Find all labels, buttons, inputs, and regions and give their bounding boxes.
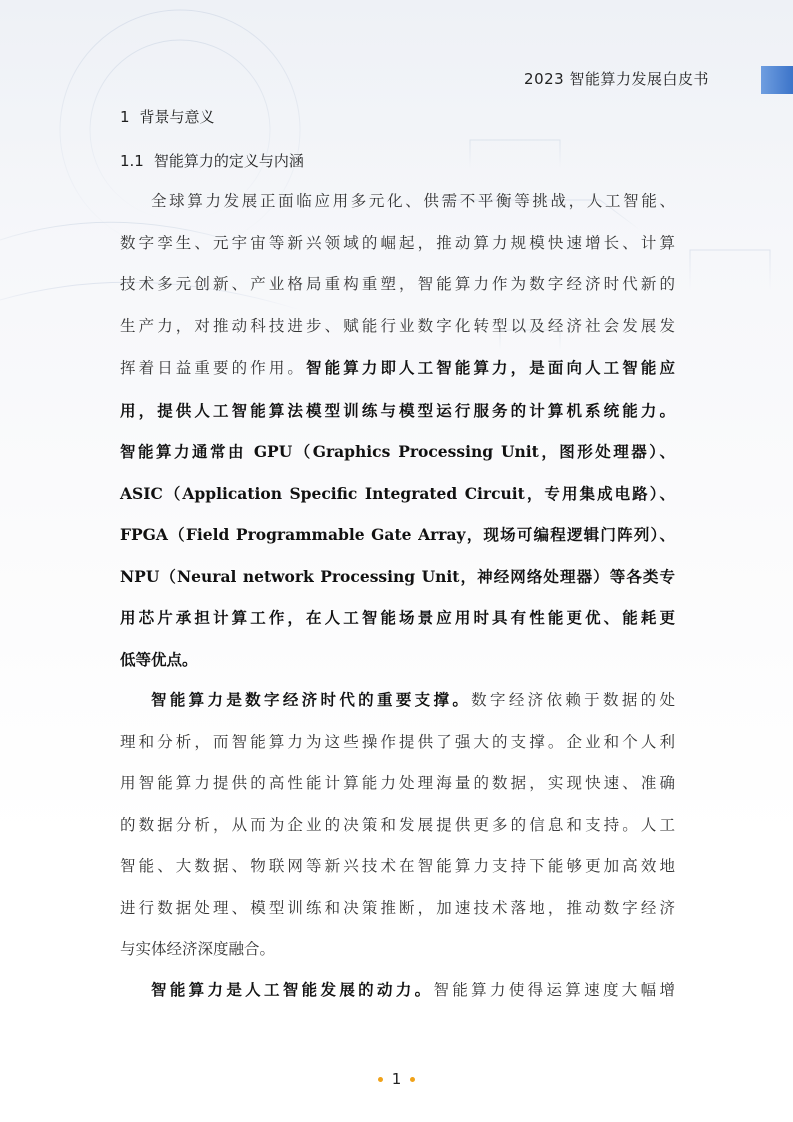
subsection-title: 智能算力的定义与内涵 [153,152,304,170]
header-accent-tab [761,66,793,94]
text-line: 理和分析，而智能算力为这些操作提供了强大的支撑。企业和个人利 [120,732,675,751]
page-number-footer [0,1070,793,1088]
bold-text-line: 用芯片承担计算工作，在人工智能场景应用时具有性能更优、能耗更 [120,608,675,627]
text-line: 用智能算力提供的高性能计算能力处理海量的数据，实现快速、准确 [120,774,675,792]
text-segment: 智能算力使得运算速度大幅增 [433,981,675,999]
paragraph-digital-economy [120,679,675,971]
bold-text-segment: 智能算力即人工智能算力，是面向人工智能应 [306,358,675,377]
bold-text-line: 用，提供人工智能算法模型训练与模型运行服务的计算机系统能力。 [120,400,675,420]
text-line: 的数据分析，从而为企业的决策和发展提供更多的信息和支持。人工 [120,815,675,834]
text-line [120,679,675,722]
bold-text-line: ASIC（Application Specific Integrated Circuit，专用集成电路）、 [120,483,675,503]
page-number: 1 [391,1070,402,1088]
footer-dot-right [410,1077,415,1082]
text-line [120,347,675,390]
footer-dot-left [378,1077,383,1082]
text-line: 技术多元创新、产业格局重构重塑，智能算力作为数字经济时代新的 [120,275,675,293]
subsection-number: 1.1 [120,152,144,170]
bold-text-line: FPGA（Field Programmable Gate Array，现场可编程逻辑门阵列）、 [120,525,675,544]
text-line: 生产力，对推动科技进步、赋能行业数字化转型以及经济社会发展发 [120,316,675,335]
bold-lead-text: 智能算力是人工智能发展的动力。 [151,980,434,999]
text-line: 数字孪生、元宇宙等新兴领域的崛起，推动算力规模快速增长、计算 [120,233,675,252]
bold-text-line: 智能算力通常由 GPU（Graphics Processing Unit，图形处理器）、 [120,442,675,461]
bold-text-line: NPU（Neural network Processing Unit，神经网络处理器）等各类专 [120,566,675,586]
text-line [120,969,675,1012]
section-heading [120,106,215,127]
section-number: 1 [120,108,130,126]
text-line: 智能、大数据、物联网等新兴技术在智能算力支持下能够更加高效地 [120,857,675,875]
text-segment: 数字经济依赖于数据的处 [471,691,675,709]
text-line: 全球算力发展正面临应用多元化、供需不平衡等挑战，人工智能、 [151,192,675,210]
bold-text-line: 低等优点。 [120,649,198,669]
paragraph-ai-driver [120,969,675,1012]
subsection-heading [120,150,304,171]
text-segment: 挥着日益重要的作用。 [120,359,307,377]
text-line: 进行数据处理、模型训练和决策推断，加速技术落地，推动数字经济 [120,898,675,917]
section-title: 背景与意义 [139,108,215,126]
bold-lead-text: 智能算力是数字经济时代的重要支撑。 [151,690,472,709]
text-line: 与实体经济深度融合。 [120,940,276,958]
document-header-title: 2023 智能算力发展白皮书 [524,70,709,88]
paragraph-definition [120,181,675,680]
